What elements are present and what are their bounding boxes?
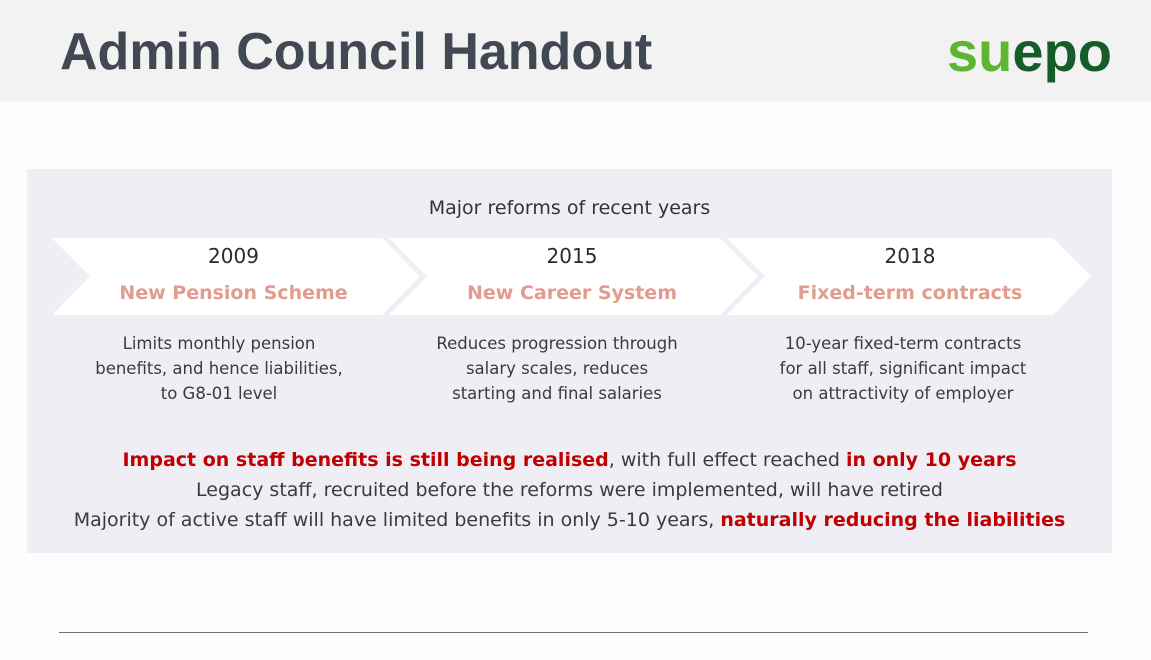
slide-title: Admin Council Handout — [60, 23, 653, 81]
slide-header — [0, 0, 1151, 101]
suepo-logo: suepo — [947, 20, 1112, 83]
reform-name: New Career System — [467, 282, 677, 304]
summary-line-2: Legacy staff, recruited before the reforms were implemented, will have retired — [196, 479, 943, 501]
reform-description-2009: Limits monthly pension benefits, and hence liabilities, to G8-01 level — [95, 334, 343, 403]
reform-description-2015: Reduces progression through salary scales, reduces starting and final salaries — [436, 334, 678, 403]
summary-line-3: Majority of active staff will have limited benefits in only 5-10 years, naturally reducing the liabilities — [73, 509, 1066, 531]
reforms-panel — [27, 169, 1112, 553]
panel-title: Major reforms of recent years — [428, 197, 711, 219]
reform-name: Fixed-term contracts — [797, 282, 1023, 304]
reform-step-2018 — [755, 238, 1065, 315]
reform-year: 2015 — [546, 244, 598, 268]
reform-name: New Pension Scheme — [119, 282, 348, 304]
reform-year: 2009 — [208, 244, 259, 268]
summary-line-1: Impact on staff benefits is still being realised, with full effect reached in only 10 years — [122, 449, 1017, 471]
reform-year: 2018 — [884, 244, 936, 268]
reform-description-2018: 10-year fixed-term contracts for all staff, significant impact on attractivity of employer — [779, 334, 1027, 403]
reform-step-2009 — [77, 238, 390, 315]
footer-divider — [59, 632, 1088, 633]
reform-step-2015 — [417, 238, 727, 315]
impact-summary — [27, 445, 1112, 535]
